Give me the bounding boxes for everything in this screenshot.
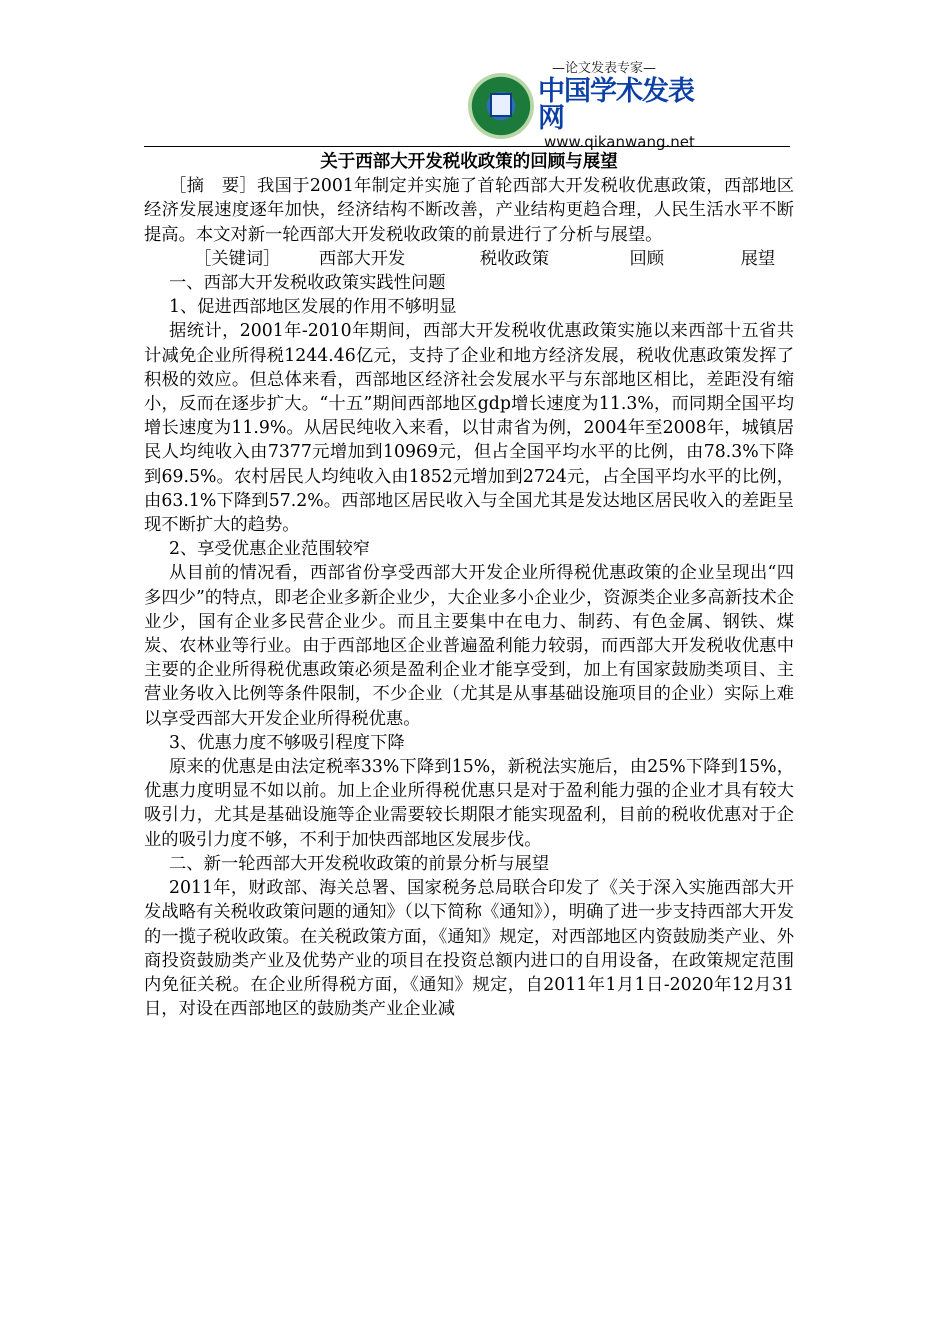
- subsection-heading: 3、优惠力度不够吸引程度下降: [169, 732, 405, 753]
- body-paragraph: 2011年，财政部、海关总署、国家税务总局联合印发了《关于深入实施西部大开发战略有关税收政策问题的通知》（以下简称《通知》），明确了进一步支持西部大开发的一揽子税收政策。在关税政策方面，《通知》规定，对西部地区内资鼓励类产业、外商投资鼓励类产业及优势产业的项目在投资总额内进口的自用设备，在政策规定范围内免征关税。在企业所得税方面，《通知》规定，自2011年1月1日-2020年12月31日，对设在西部地区的鼓励类产业企业减: [144, 878, 794, 1020]
- logo-name: 中国学术发表网: [538, 76, 694, 134]
- keywords-line: [144, 247, 794, 271]
- section-heading: 二、新一轮西部大开发税收政策的前景分析与展望: [169, 853, 550, 874]
- article-title: 关于西部大开发税收政策的回顾与展望: [320, 152, 618, 172]
- site-logo[interactable]: [468, 61, 698, 151]
- header-rule: [144, 146, 790, 147]
- logo-slogan: —论文发表专家—: [552, 61, 657, 76]
- section-heading: 一、西部大开发税收政策实践性问题: [169, 273, 446, 294]
- logo-seal-icon: [468, 73, 534, 139]
- keywords-label: ［关键词］: [194, 248, 281, 269]
- body-paragraph: 据统计，2001年-2010年期间，西部大开发税收优惠政策实施以来西部十五省共计减免企业所得税1244.46亿元，支持了企业和地方经济发展，税收优惠政策发挥了积极的效应。但总体来看，西部地区经济社会发展水平与东部地区相比，差距没有缩小，反而在逐步扩大。“十五”期间西部地区gdp增长速度为11.3%，而同期全国平均增长速度为11.9%。从居民纯收入来看，以甘肃省为例，2004年至2008年，城镇居民人均纯收入由7377元增加到10969元，但占全国平均水平的比例，由78.3%下降到69.5%。农村居民人均纯收入由1852元增加到2724元，占全国平均水平的比例，由63.1%下降到57.2%。西部地区居民收入与全国尤其是发达地区居民收入的差距呈现不断扩大的趋势。: [144, 321, 794, 536]
- subsection-heading: 1、促进西部地区发展的作用不够明显: [169, 297, 457, 318]
- keyword: 展望: [740, 248, 776, 269]
- keyword: 税收政策: [479, 248, 549, 269]
- keyword: 西部大开发: [318, 248, 406, 269]
- keyword: 回顾: [629, 248, 665, 269]
- abstract-paragraph: ［摘 要］我国于2001年制定并实施了首轮西部大开发税收优惠政策，西部地区经济发展速度逐年加快，经济结构不断改善，产业结构更趋合理，人民生活水平不断提高。本文对新一轮西部大开发税收政策的前景进行了分析与展望。: [144, 176, 794, 245]
- article-body: [144, 150, 794, 1021]
- subsection-heading: 2、享受优惠企业范围较窄: [169, 539, 371, 560]
- body-paragraph: 从目前的情况看，西部省份享受西部大开发企业所得税优惠政策的企业呈现出“四多四少”的特点，即老企业多新企业少，大企业多小企业少，资源类企业多高新技术企业少，国有企业多民营企业少。而且主要集中在电力、制药、有色金属、钢铁、煤炭、农林业等行业。由于西部地区企业普遍盈利能力较弱，而西部大开发税收优惠中主要的企业所得税优惠政策必须是盈利企业才能享受到，加上有国家鼓励类项目、主营业务收入比例等条件限制，不少企业（尤其是从事基础设施项目的企业）实际上难以享受西部大开发企业所得税优惠。: [144, 563, 794, 729]
- logo-url: www.qikanwang.net: [544, 133, 695, 151]
- body-paragraph: 原来的优惠是由法定税率33%下降到15%，新税法实施后，由25%下降到15%，优惠力度明显不如以前。加上企业所得税优惠只是对于盈利能力强的企业才具有较大吸引力，尤其是基础设施等企业需要较长期限才能实现盈利，目前的税收优惠对于企业的吸引力度不够，不利于加快西部地区发展步伐。: [144, 757, 794, 850]
